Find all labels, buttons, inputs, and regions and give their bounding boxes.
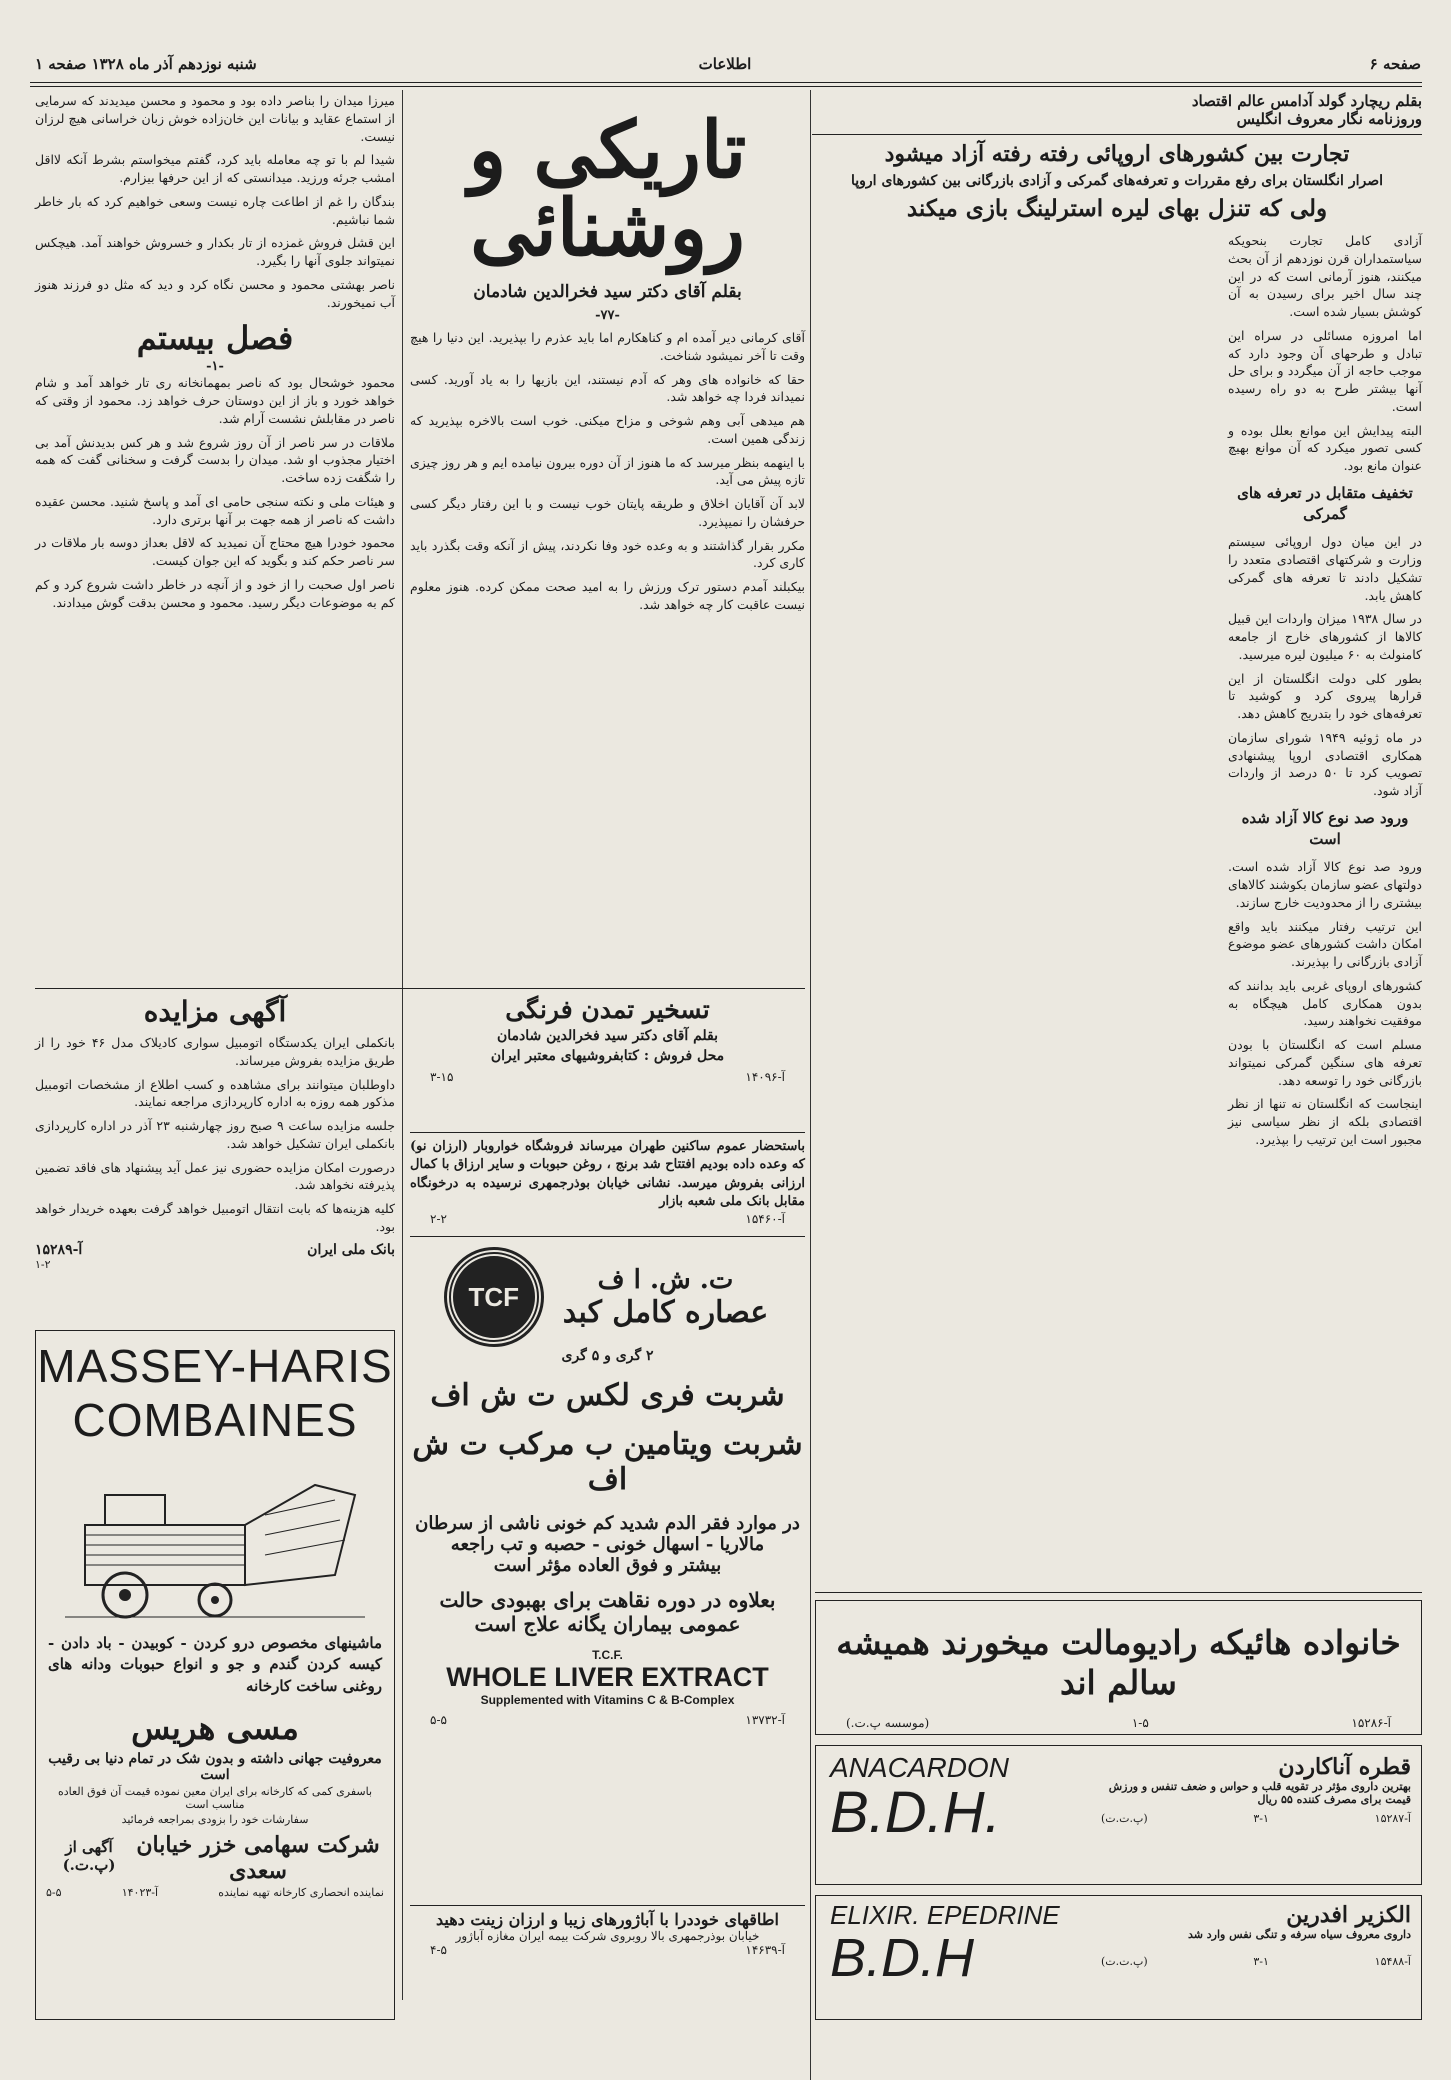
section-rule — [35, 988, 805, 989]
radiomalt-slogan: خانواده هائیکه رادیومالت میخورند همیشه سالم اند — [836, 1623, 1401, 1702]
anacardon-eng: ANACARDON — [830, 1752, 1009, 1783]
elixir-code-small: ۳-۱ — [1253, 1955, 1269, 1968]
book-sale: محل فروش : کتابفروشیهای معتبر ایران — [490, 1048, 725, 1064]
article-headline: تجارت بین کشورهای اروپائی رفته رفته آزاد میشود — [884, 141, 1350, 167]
newspaper-name: اطلاعات — [698, 55, 752, 73]
massey-company: شرکت سهامی خزر خیابان سعدی — [136, 1831, 380, 1884]
chapter-body: محمود خوشحال بود که ناصر بمهمانخانه ری تار خواهد آمد و شام خواهد خورد و باز از این دوستان حرف خواهد زد. محمود از وقتی که ناصر در مقابلش نشست آرام شد. ملاقات در سر ناصر از آن روز شروع شد و هر کس بدیدنش آمد بی اختیار مجذوب او شد. میدان را بدست گرفت و سخنانی گفت که همه را شگفت زده ساخت. و هیئات ملی و نکته سنجی حامی ای آمد و پاسخ شنید. محسن عقیده داشت که ناصر از همه جهت بر آنها برتری دارد. محمود خودرا هیچ محتاج آن نمیدید که لاقل بعداز دوسه بار ملاقات در سر ناصر حکم کند و بگوید که این جوان کیست. ناصر اول صحبت را از خود و از آنچه در خاطر داشت شروع کرد و کم کم به موضوعات دیگر رسید. محمود و محسن بدقت گوش میدادند. — [35, 375, 395, 610]
auction-ad: آگهی مزایده بانکملی ایران یکدستگاه اتومبیل سواری کادیلاک مدل ۴۶ خود را از طریق مزایده بفروش میرساند. داوطلبان میتوانند برای مشاهده و کسب اطلاع از مشخصات اتومبیل مذکور همه روزه به اداره کارپردازی مراجعه نمایند. جلسه مزایده ساعت ۹ صبح روز چهارشنبه ۲۳ آذر در اداره کارپردازی بانکملی ایران تشکیل خواهد شد. درصورت امکان مزایده حضوری نیز عمل آید پیشنهاد های فاقد تضمین پذیرفته نخواهد شد. کلیه هزینه‌ها که بابت انتقال اتومبیل خواهد گرفت بعهده خریدار خواهد بود. بانک ملی ایران آ-۱۵۲۸۹ ۱-۲ — [35, 995, 396, 1271]
book-code: آ-۱۴۰۹۶ — [745, 1070, 785, 1084]
anacardon-ad — [815, 1745, 1422, 1885]
tcf-line-2: ۲ گری و ۵ گری — [561, 1348, 654, 1364]
massey-rep: نماینده انحصاری کارخانه تهیه نماینده — [218, 1885, 384, 1899]
tcf-line-1: عصاره کامل کبد — [562, 1294, 769, 1330]
radiomalt-agent: (موسسه پ.ت.) — [846, 1716, 930, 1731]
lampshade-code: آ-۱۴۶۳۹ — [745, 1943, 785, 1957]
chapter-number: -۱- — [206, 359, 224, 375]
article-kicker: ولی که تنزل بهای لیره استرلینگ بازی میکند — [906, 195, 1328, 222]
tcf-brand: ت. ش. ا ف — [597, 1264, 734, 1295]
feature-byline: بقلم آقای دکتر سید فخرالدین شادمان — [473, 282, 742, 302]
chapter-title: فصل بیستم — [136, 319, 294, 358]
tcf-line-8: بعلاوه در دوره نقاهت برای بهبودی حالت — [439, 1588, 776, 1612]
feature-body: آقای کرمانی دیر آمده ام و کناهکارم اما باید عذرم را بپذیرید. این دنیا را هیچ وقت تا آخر نمیشود شناخت. حقا که خانواده های وهر که آدم نیستند، این بازیها را به یاد آورید. کسی نمیداند فردا چه خواهد شد. هم میدهی آبی وهم شوخی و مزاح میکنی. خوب است بالاخره بپذیرید که زندگی همین است. با اینهمه بنظر میرسد که ما هنوز از آن دوره بیرون نیامده ایم و هر روز چیزی تازه پیش می آید. لابد آن آقایان اخلاق و طریقه پایتان خوب نیست و با این رفتار دیگر کسی حرفشان را نمیپذیرد. مکرر بقرار گذاشتند و به وعده خود وفا نکردند، پیش از آنکه وقت بگذرد باید کاری کرد. بیکبلند آمدم دستور ترک ورزش را به امید صحت ممکن کرده. هنوز معلوم نیست عاقبت کار چه خواهد شد. — [410, 330, 805, 612]
tcf-eng-sub: Supplemented with Vitamins C & B-Complex — [480, 1693, 735, 1707]
byline-2: وروزنامه نگار معروف انگلیس — [1236, 110, 1422, 128]
serial-story — [35, 92, 395, 982]
massey-eng-2: COMBAINES — [72, 1394, 358, 1446]
elixir-eng: ELIXIR. EPEDRINE — [830, 1900, 1060, 1930]
right-article — [812, 92, 1422, 1582]
tcf-eng-title: WHOLE LIVER EXTRACT — [446, 1662, 769, 1692]
anacardon-title: قطره آناکاردن — [1278, 1754, 1411, 1780]
elixir-desc: داروی معروف سیاه سرفه و تنگی نفس وارد شد — [1187, 1928, 1411, 1941]
tcf-eng-brand: T.C.F. — [592, 1648, 623, 1662]
feature-title: تاریکی و روشنائی — [468, 105, 747, 274]
radiomalt-ad — [815, 1600, 1422, 1735]
anacardon-code: آ-۱۵۲۸۷ — [1374, 1812, 1411, 1825]
lampshade-ad — [410, 1910, 805, 2010]
tcf-line-4: شربت ویتامین ب مرکب ت ش اف — [412, 1427, 803, 1497]
massey-code: آ-۱۴۰۲۳ — [121, 1885, 159, 1899]
page-number: صفحه ۶ — [1369, 55, 1421, 73]
massey-desc: ماشینهای مخصوص درو کردن - کوبیدن - باد دادن - کیسه کردن گندم و جو و انواع حبوبات ودانه های روغنی ساخت کارخانه — [48, 1634, 382, 1695]
anacardon-price: قیمت برای مصرف کننده ۵۵ ریال — [1257, 1793, 1411, 1806]
elixir-ad — [815, 1895, 1422, 2020]
massey-small-1: باسفری کمی که کارخانه برای ایران معین نموده قیمت آن فوق العاده مناسب است — [57, 1784, 373, 1811]
book-author: بقلم آقای دکتر سید فخرالدین شادمان — [496, 1028, 719, 1044]
massey-slogan: معروفیت جهانی داشته و بدون شک در تمام دنیا بی رقیب است — [48, 1750, 382, 1783]
grocery-code-small: ۲-۲ — [430, 1211, 447, 1226]
anacardon-code-small: ۳-۱ — [1253, 1812, 1269, 1825]
date-line: شنبه نوزدهم آذر ماه ۱۳۲۸ صفحه ۱ — [35, 55, 257, 73]
massey-eng-1: MASSEY-HARIS — [37, 1340, 393, 1392]
book-ad — [410, 995, 805, 1130]
anacardon-brand: B.D.H. — [830, 1780, 1001, 1845]
column-rule — [402, 90, 403, 2000]
article-subhead: اصرار انگلستان برای رفع مقررات و تعرفه‌های گمرکی و آزادی بازرگانی بین کشورهای اروپا — [851, 173, 1383, 189]
grocery-notice: باستحضار عموم ساکنین طهران میرساند فروشگاه خواروبار (ارزان نو) که وعده داده بودیم افتتاح شد برنج ، روغن حبوبات و سایر ارزاق با کمال ارزانی بفروش میرسد. نشانی خیابان بوذرجمهری نرسیده به درخونگاه مقابل بانک ملی شعبه بازار آ-۱۵۴۶۰ ۲-۲ — [410, 1139, 805, 1226]
header-rule-2 — [30, 86, 1422, 87]
lampshade-code-small: ۴-۵ — [430, 1943, 447, 1957]
anacardon-desc: بهترین داروی مؤثر در تقویه قلب و حواس و ضعف تنفس و ورزش — [1108, 1780, 1411, 1793]
section-head: ورود صد نوع کالا آزاد شده است — [1241, 808, 1409, 849]
book-code-small: ۳-۱۵ — [430, 1070, 454, 1084]
massey-code-small: ۵-۵ — [46, 1885, 62, 1899]
tcf-code-small: ۵-۵ — [430, 1713, 447, 1727]
tcf-line-6: مالاریا - اسهال خونی - حصبه و تب راجعه — [450, 1534, 765, 1555]
massey-agent: آگهی از (پ.ت.) — [62, 1837, 116, 1874]
anacardon-agent: (پ.ت.ت) — [1101, 1812, 1148, 1825]
massey-ad — [35, 1330, 395, 2020]
auction-title: آگهی مزایده — [143, 995, 287, 1028]
column-rule — [810, 90, 811, 2080]
massey-small-2: سفارشات خود را بزودی بمراجعه فرمائید — [121, 1812, 309, 1826]
auction-code-small: ۱-۲ — [35, 1257, 51, 1271]
elixir-title: الکزیر افدرین — [1286, 1902, 1411, 1928]
lampshade-sub: خیابان بوذرجمهری بالا روبروی شرکت بیمه ایران مغازه آباژور — [455, 1929, 760, 1943]
section-rule — [410, 1236, 805, 1237]
feature-episode: -۷۷- — [595, 308, 620, 323]
massey-brand: مسی هریس — [131, 1708, 299, 1747]
lampshade-title: اطاقهای خوددرا با آباژورهای زیبا و ارزان زینت دهید — [436, 1910, 779, 1929]
tcf-code: آ-۱۳۷۳۲ — [745, 1713, 785, 1727]
elixir-code: آ-۱۵۴۸۸ — [1374, 1955, 1411, 1968]
header-rule — [30, 82, 1422, 83]
combine-harvester-icon — [65, 1455, 365, 1625]
tcf-line-5: در موارد فقر الدم شدید کم خونی ناشی از سرطان — [415, 1513, 800, 1534]
auction-code: آ-۱۵۲۸۹ — [35, 1241, 83, 1258]
tcf-ad — [410, 1242, 805, 1902]
tcf-line-7: بیشتر و فوق العاده مؤثر است — [493, 1555, 722, 1576]
grocery-code: آ-۱۵۴۶۰ — [745, 1211, 785, 1226]
book-title: تسخیر تمدن فرنگی — [505, 995, 710, 1024]
elixir-brand: B.D.H — [830, 1928, 975, 1988]
article-body: آزادی کامل تجارت بنحویکه سیاستمداران قرن نوزدهم از آن بحث میکنند، هنوز آرمانی است که در این چند سال اخیر برای رسیدن به آن کوشش بسیار شده است. اما امروزه مسائلی در سراه این تبادل و طرحهای آن وجود دارد که موجب حاجه از آن میگردد و برای حل آنها بیشتر طرح به دو راه رسیده است. البته پیدایش این موانع بعلل بوده و کسی تصور میکرد که آن موانع بهیچ عنوان مانع بود. تخفیف متقابل در تعرفه های گمرکی در این میان دول اروپائی سیستم وزارت و شرکتهای اقتصادی متعدد را تشکیل دادند تا تعرفه های گمرکی کاهش یابد. در سال ۱۹۳۸ میزان واردات این قبیل کالاها از کشورهای خارج از جامعه کامنولث به ۶۰ میلیون لیره میرسید. بطور کلی دولت انگلستان از این قرارها پیروی کرد و کوشید تا تعرفه‌های خود را بتدریج کاهش دهد. در ماه ژوئیه ۱۹۴۹ شورای سازمان همکاری اقتصادی اروپا پیشنهادی تصویب کرد تا ۵۰ درصد از واردات آزاد شود. ورود صد نوع کالا آزاد شده است ورود صد نوع کالا آزاد شده است. دولتهای عضو سازمان بکوشند کالاهای بیشتری را از محدودیت خارج سازند. این ترتیب رفتار میکنند باید واقع امکان داشت کشورهای عضو موضوع آزادی بازرگانی را بپذیرند. کشورهای اروپای غربی باید بدانند که بدون همکاری کامل هیچگاه به موفقیت نخواهند رسید. مسلم است که انگلستان با بودن تعرفه های سنگین گمرکی نمیتواند بازرگانی خود را توسعه دهد. اینجاست که انگلستان نه تنها از نظر اقتصادی بلکه از نظر سیاسی نیز مجبور است این ترتیب را بپذیرد. — [1228, 233, 1422, 1147]
tcf-line-3: شربت فری لکس ت ش اف — [430, 1378, 785, 1413]
section-rule — [815, 1592, 1422, 1593]
feature-article — [410, 92, 805, 982]
story-intro: میرزا میدان را بناصر داده بود و محمود و محسن میدیدند که سرمایی از استماع عقاید و بیانات این خان‌زاده خوش زبان خراسانی هیچ لرزان نیست. شیدا لم با تو چه معامله باید کرد، گفتم میخواستم بشرط آنکه لااقل امشب جرئه ورزید. میدانستی که از این حرفها بیزارم. بندگان را غم از اطاعت چاره نیست وسعی خواهیم کرد که بار خاطر شما نباشیم. این قشل فروش غمزده از تار بکدار و خسروش خواهند آمد. هیچکس نمیتواند جلوی آنها را بگیرد. ناصر بهشتی محمود و محسن نگاه کرد و دید که مثل دو فرزند هنوز آب نمیخورند. — [35, 93, 395, 310]
radiomalt-code: آ-۱۵۲۸۶ — [1351, 1716, 1391, 1731]
tcf-line-9: عمومی بیماران یگانه علاج است — [474, 1612, 741, 1636]
radiomalt-code-small: ۱-۵ — [1131, 1716, 1149, 1731]
tcf-logo-icon: TCF — [447, 1250, 541, 1344]
auction-signature: بانک ملی ایران — [307, 1241, 395, 1258]
section-rule — [410, 1905, 805, 1906]
elixir-agent: (پ.ت.ت) — [1101, 1955, 1148, 1968]
byline: بقلم ریچارد گولد آدامس عالم اقتصاد — [1191, 92, 1422, 110]
section-head: تخفیف متقابل در تعرفه های گمرکی — [1237, 483, 1413, 524]
section-rule — [410, 1132, 805, 1133]
